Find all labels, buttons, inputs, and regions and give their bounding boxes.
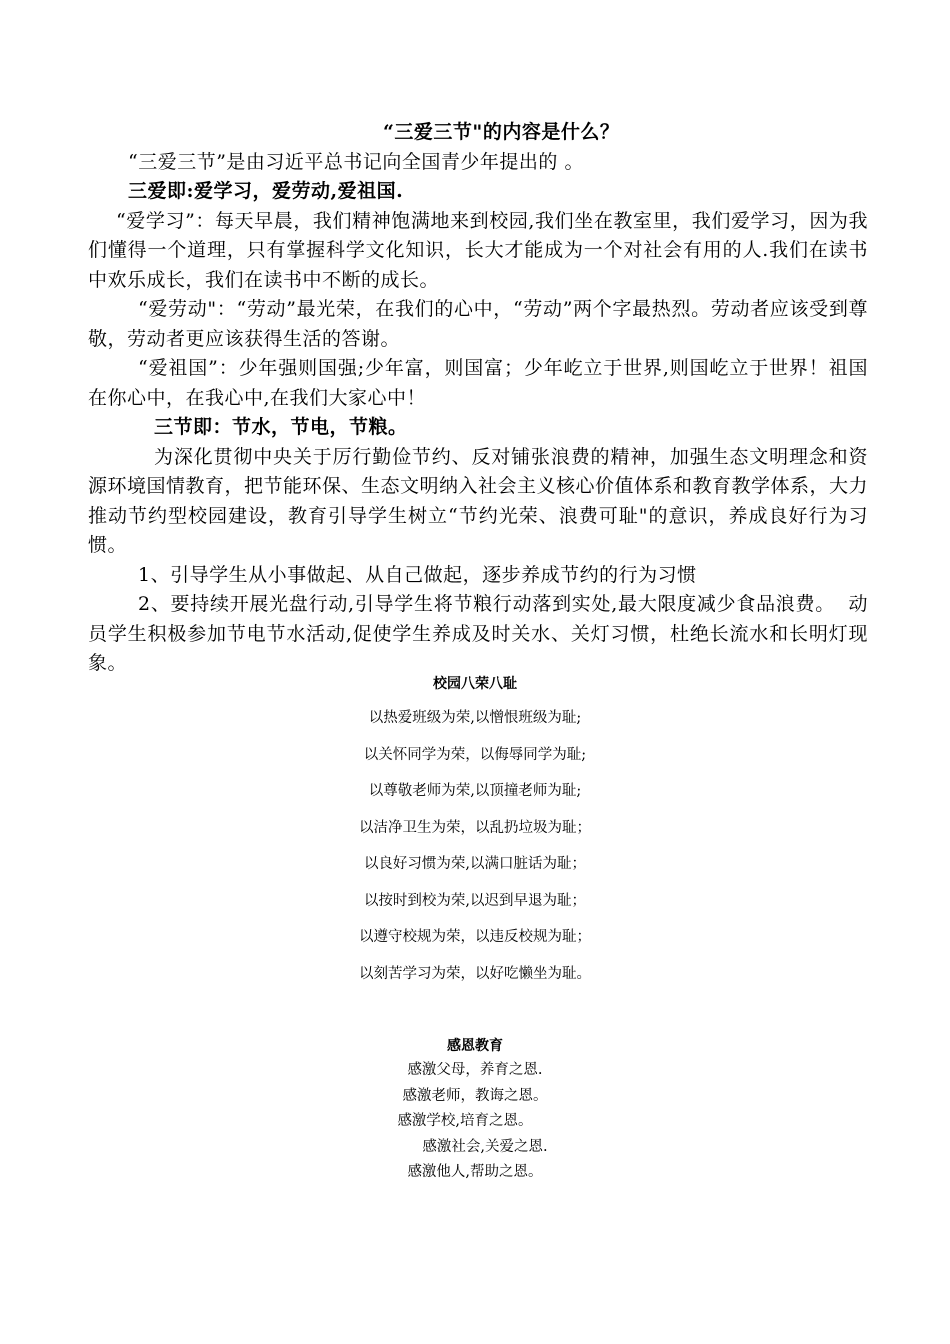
gratitude-item: 感激他人,帮助之恩。 bbox=[407, 1164, 543, 1180]
three-loves-heading: 三爱即:爱学习，爱劳动,爱祖国. bbox=[128, 180, 404, 202]
savings-item-1: 1、引导学生从小事做起、从自己做起，逐步养成节约的行为习惯 bbox=[138, 563, 697, 586]
love-labor-paragraph: “爱劳动"：“劳动”最光荣，在我们的心中，“劳动”两个字最热烈。劳动者应该受到尊敬，劳动者更应该获得生活的答谢。 bbox=[88, 298, 868, 350]
honor-item: 以按时到校为荣,以迟到早退为耻； bbox=[363, 892, 587, 909]
honor-item: 以遵守校规为荣，以违反校规为耻； bbox=[359, 929, 591, 945]
eight-honors-section bbox=[0, 674, 950, 1000]
section-title: 感恩教育 bbox=[447, 1038, 503, 1054]
gratitude-item: 感激社会,关爱之恩. bbox=[422, 1138, 548, 1155]
intro-paragraph: “三爱三节”是由习近平总书记向全国青少年提出的 。 bbox=[128, 150, 584, 173]
love-country-paragraph: “爱祖国”：少年强则国强;少年富，则国富；少年屹立于世界,则国屹立于世界！祖国在你心中，在我心中,在我们大家心中！ bbox=[88, 357, 868, 409]
section-title: 校园八荣八耻 bbox=[433, 676, 517, 692]
gratitude-item: 感激老师，教诲之恩。 bbox=[402, 1087, 548, 1104]
savings-paragraph: 为深化贯彻中央关于厉行勤俭节约、反对铺张浪费的精神，加强生态文明理念和资源环境国情教育，把节能环保、生态文明纳入社会主义核心价值体系和教育教学体系，大力推动节约型校园建设，教育引导学生树立“节约光荣、浪费可耻"的意识，养成良好行为习惯。 bbox=[88, 445, 869, 556]
three-loves-three-savings-section bbox=[88, 118, 868, 679]
gratitude-section bbox=[0, 1036, 950, 1186]
honor-item: 以洁净卫生为荣，以乱扔垃圾为耻； bbox=[359, 819, 591, 836]
page-title: “三爱三节"的内容是什么？ bbox=[383, 121, 620, 143]
three-savings-heading: 三节即：节水，节电，节粮。 bbox=[154, 416, 408, 438]
honor-item: 以刻苦学习为荣，以好吃懒坐为耻。 bbox=[359, 965, 591, 982]
honor-item: 以关怀同学为荣，以侮辱同学为耻; bbox=[363, 746, 587, 763]
gratitude-item: 感激父母，养育之恩. bbox=[407, 1062, 543, 1078]
savings-item-2: 2、要持续开展光盘行动,引导学生将节粮行动落到实处,最大限度减少食品浪费。 动员学生积极参加节电节水活动,促使学生养成及时关水、关灯习惯，杜绝长流水和长明灯现象。 bbox=[88, 593, 868, 674]
honor-item: 以尊敬老师为荣,以顶撞老师为耻; bbox=[368, 783, 582, 799]
gratitude-item: 感激学校,培育之恩。 bbox=[397, 1113, 533, 1129]
love-learning-paragraph: “爱学习”：每天早晨，我们精神饱满地来到校园,我们坐在教室里，我们爱学习，因为我们懂得一个道理，只有掌握科学文化知识，长大才能成为一个对社会有用的人.我们在读书中欢乐成长，我们在读书中不断的成长。 bbox=[88, 209, 868, 291]
honor-item: 以良好习惯为荣,以满口脏话为耻； bbox=[363, 856, 587, 872]
honor-item: 以热爱班级为荣,以憎恨班级为耻; bbox=[368, 710, 582, 726]
